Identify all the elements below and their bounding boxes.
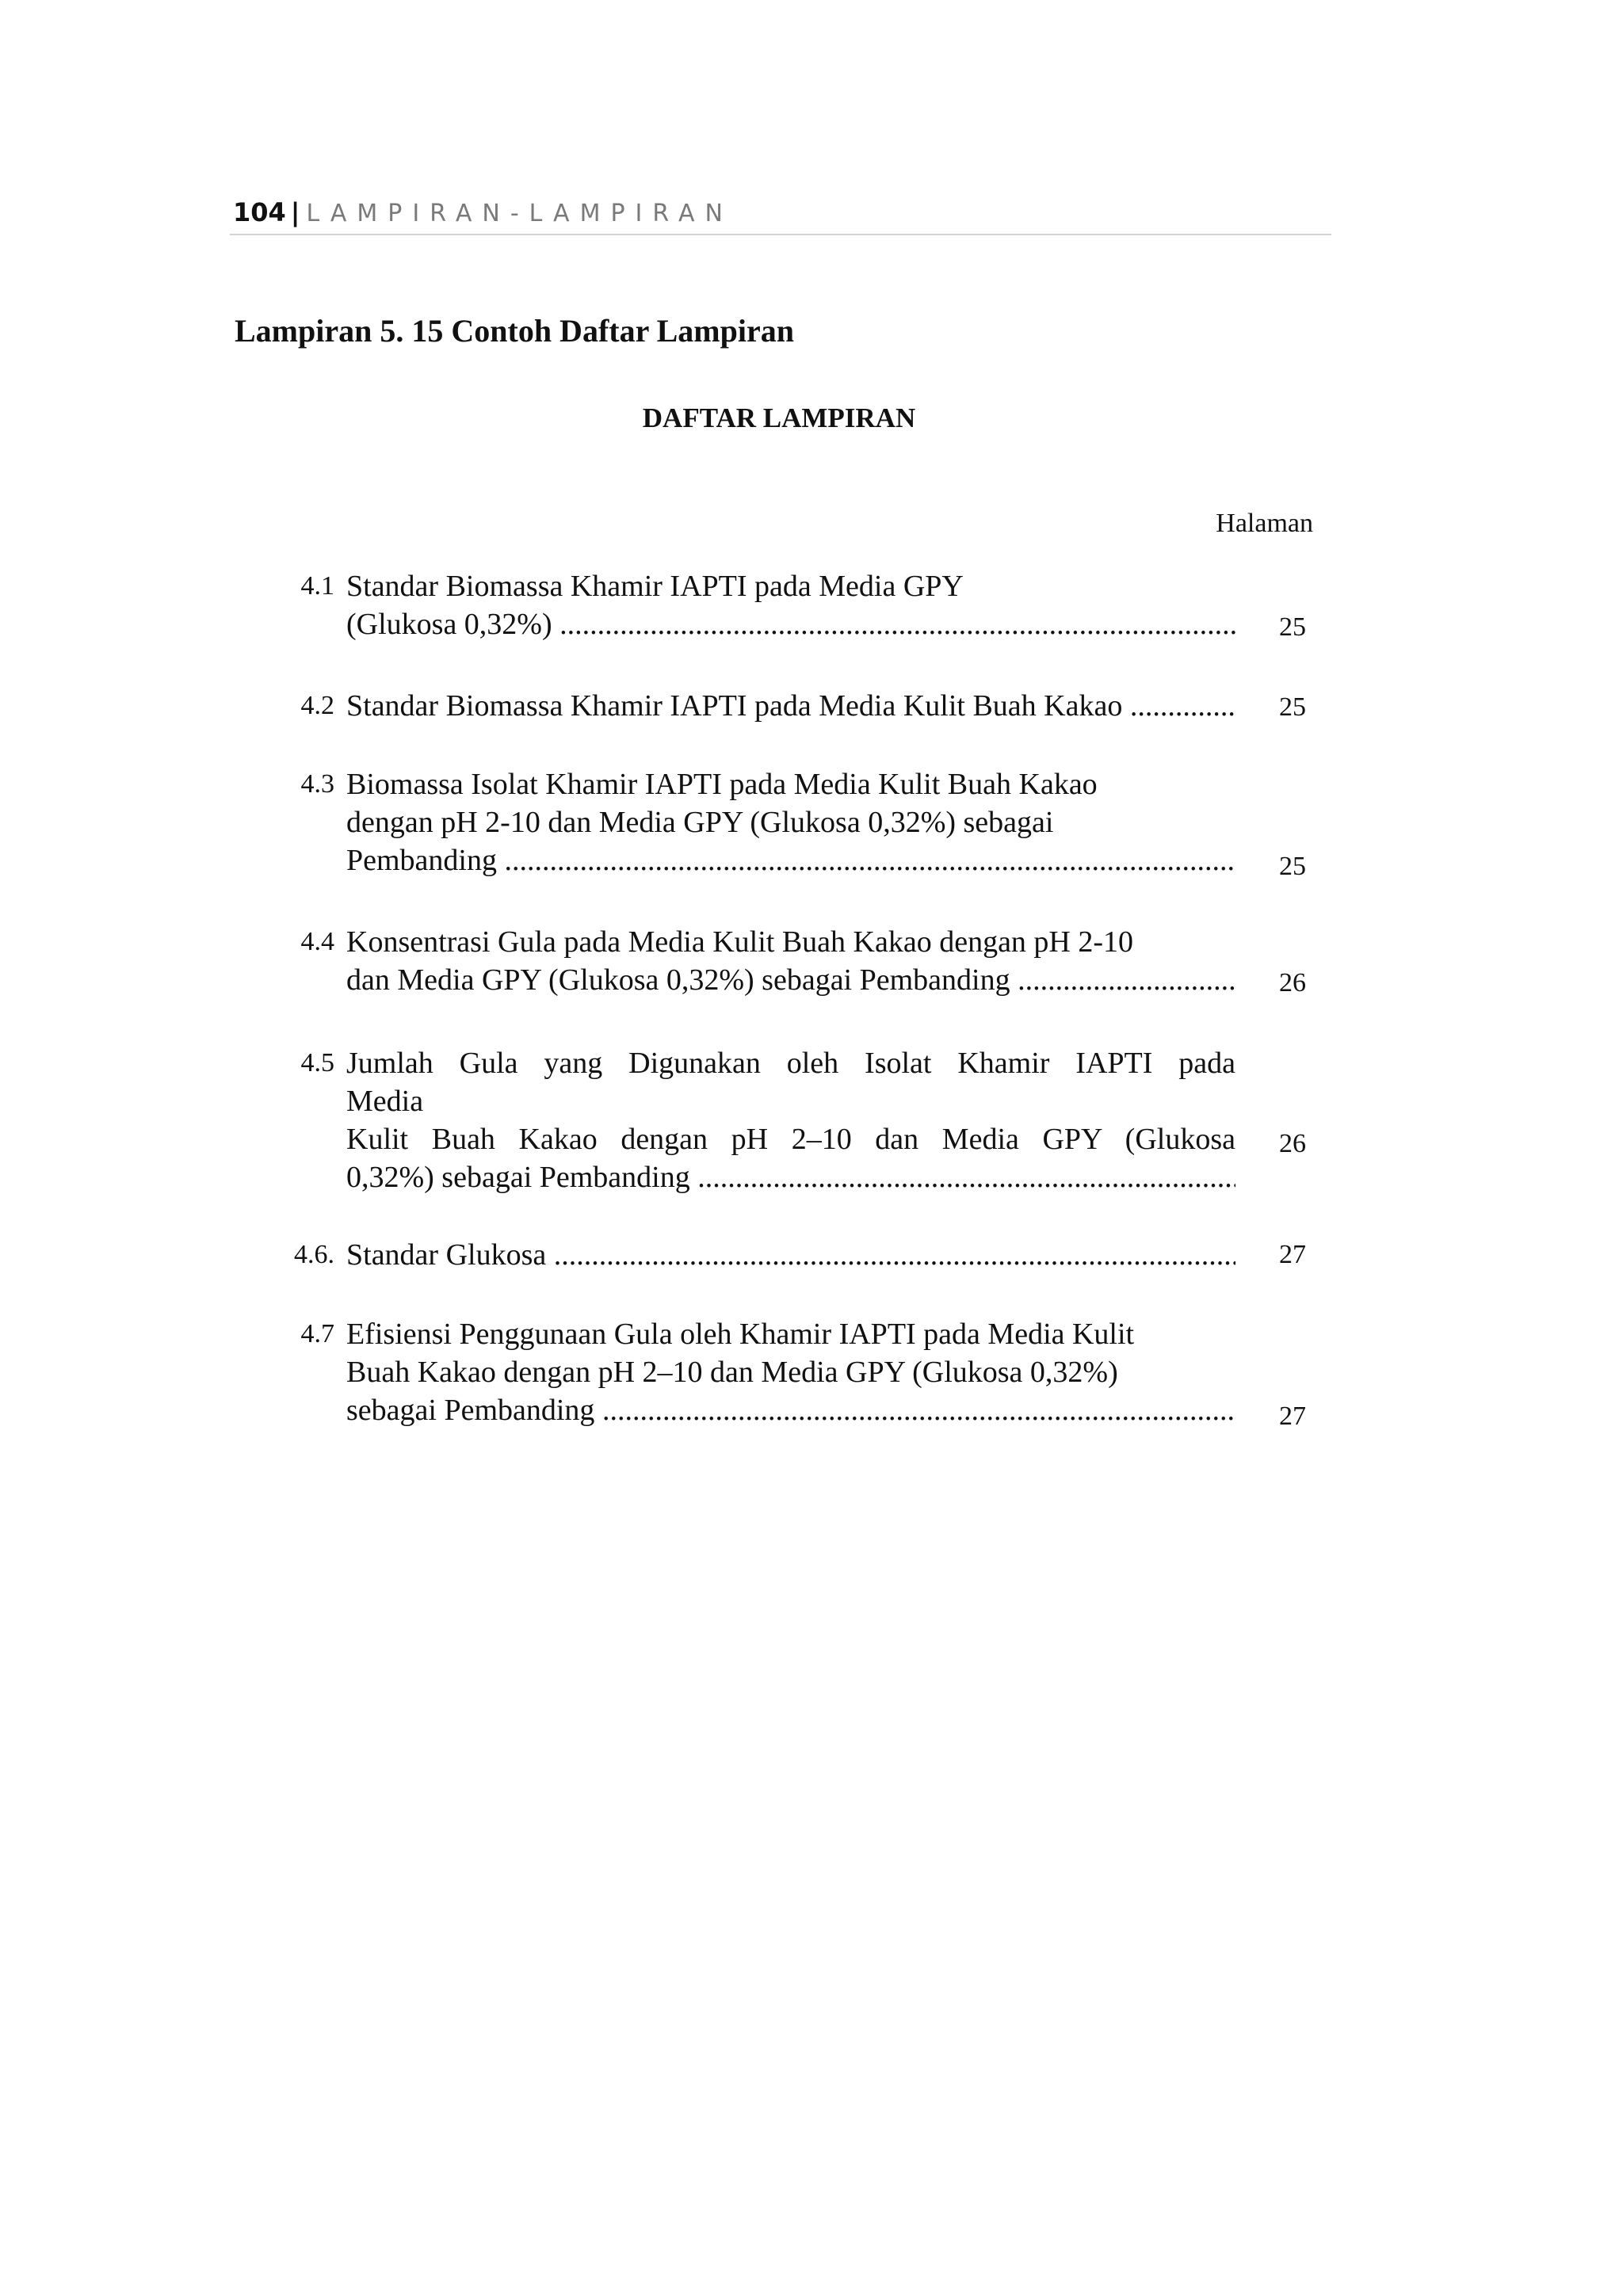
entry-page-number: 25 [1279,852,1306,881]
entry-title [346,1236,1235,1274]
entry-title [346,1044,1235,1196]
header-separator: | [290,197,300,227]
entry-page-number: 26 [1279,968,1306,997]
entry-page-number: 27 [1279,1402,1306,1431]
entry-line: Standar Biomassa Khamir IAPTI pada Media Kulit Buah Kakao ..... [346,687,1235,725]
entry-line: sebagai Pembanding ..... [346,1391,1235,1429]
entry-line: Standar Biomassa Khamir IAPTI pada Media GPY [346,570,964,603]
list-heading: DAFTAR LAMPIRAN [642,402,916,433]
entry-title [346,687,1235,725]
entry-line: dengan pH 2-10 dan Media GPY (Glukosa 0,32%) sebagai [346,806,1054,839]
entry-line: Pembanding ..... [346,841,1235,879]
entry-line: (Glukosa 0,32%) ..... [346,605,1235,643]
entry-page-number: 27 [1279,1240,1306,1269]
header-page-number: 104 [233,197,286,227]
entry-number: 4.5 [300,1048,334,1077]
entry-page-number: 25 [1279,612,1306,642]
running-header [233,193,1328,233]
entry-line: Standar Glukosa ..... [346,1236,1235,1274]
entry-line: Konsentrasi Gula pada Media Kulit Buah Kakao dengan pH 2-10 [346,925,1134,959]
entry-number: 4.2 [300,691,334,720]
entry-page-number: 25 [1279,692,1306,722]
entry-line: Buah Kakao dengan pH 2–10 dan Media GPY (Glukosa 0,32%) [346,1356,1118,1389]
entry-title [346,1315,1235,1429]
entry-line: 0,32%) sebagai Pembanding ..... [346,1158,1235,1196]
entry-line: Media [346,1085,424,1118]
entry-number: 4.1 [300,571,334,601]
header-section-title: LAMPIRAN-LAMPIRAN [306,200,733,227]
entry-number: 4.3 [300,769,334,799]
entry-line: Jumlah Gula yang Digunakan oleh Isolat Khamir IAPTI pada [346,1047,1235,1080]
entry-number: 4.7 [300,1319,334,1348]
page-column-label: Halaman [1216,509,1313,538]
entry-line: Kulit Buah Kakao dengan pH 2–10 dan Media GPY (Glukosa [346,1123,1235,1156]
entry-title [346,567,1235,643]
header-rule [230,234,1331,235]
entry-number: 4.6. [294,1240,334,1269]
entry-line: dan Media GPY (Glukosa 0,32%) sebagai Pembanding ..... [346,961,1235,999]
entry-number: 4.4 [300,927,334,956]
entry-line: Efisiensi Penggunaan Gula oleh Khamir IAPTI pada Media Kulit [346,1318,1135,1351]
entry-page-number: 26 [1279,1129,1306,1158]
entry-title [346,923,1235,999]
attachment-title: Lampiran 5. 15 Contoh Daftar Lampiran [235,313,794,349]
entry-title [346,765,1235,879]
entry-line: Biomassa Isolat Khamir IAPTI pada Media Kulit Buah Kakao [346,768,1098,801]
